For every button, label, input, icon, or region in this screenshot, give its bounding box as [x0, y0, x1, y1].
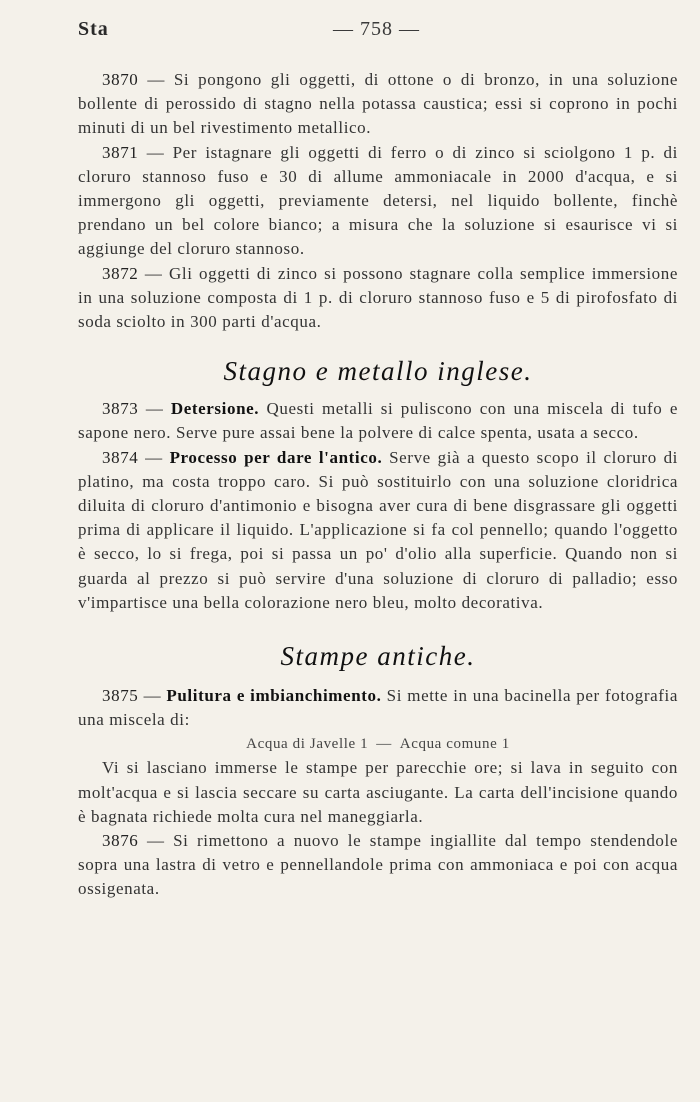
entry-text: Questi metalli si puliscono con una miscela di tufo e sapone nero. Serve pure assai bene la polvere di calce spenta, usata a secco.	[78, 399, 678, 443]
entry-3875-continued	[78, 756, 678, 829]
recipe-formula	[78, 732, 678, 756]
formula-left: Acqua di Javelle 1	[246, 736, 369, 753]
section-heading-stagno: Stagno e metallo inglese.	[223, 356, 533, 387]
entry-text: Per istagnare gli oggetti di ferro o di zinco si sciolgono 1 p. di cloruro stannoso fuso e 30 di allume ammoniacale in 2000 d'acqua, e si immergono gli oggetti, previamente detersi, nel liquido bollente, finchè prendano un bel colore bianco; a misura che la soluzione si esaurisce vi si aggiunge del cloruro stannoso.	[78, 142, 678, 259]
running-head: Sta	[78, 18, 109, 40]
entry-3873	[78, 397, 678, 445]
entry-dash: —	[138, 686, 167, 706]
formula-separator: —	[376, 736, 392, 753]
entry-text: Si rimettono a nuovo le stampe ingiallite dal tempo stendendole sopra una lastra di vetro e pennellandole prima con ammoniaca e poi con acqua ossigenata.	[78, 831, 678, 899]
entry-3876	[78, 829, 678, 902]
entry-text: Vi si lasciano immerse le stampe per parecchie ore; si lava in seguito con molt'acqua e si lascia seccare su carta asciugante. La carta dell'incisione quando è bagnata richiede molta cura nel maneggiarla.	[78, 758, 678, 826]
entry-dash: —	[138, 831, 174, 851]
entry-dash: —	[138, 142, 173, 162]
entry-dash: —	[138, 447, 170, 467]
section-heading-stampe: Stampe antiche.	[280, 641, 476, 672]
formula-right: Acqua comune 1	[399, 736, 510, 753]
entry-number: 3870	[102, 70, 139, 89]
entry-text: Serve già a questo scopo il cloruro di platino, ma costa troppo caro. Si può sostituirlo con una soluzione cloridrica diluita di cloruro d'antimonio e bisogna aver cura di bene disgrassare gli oggetti prima di applicare il liquido. L'applicazione si fa col pennello; quando l'oggetto è secco, lo si frega, poi si passa un po' d'olio alla superficie. Quando non si guarda al prezzo si può servire d'una soluzione di cloruro di palladio; esso v'impartisce una bella colorazione nero bleu, molto decorativa.	[78, 447, 678, 612]
entry-3872	[78, 262, 678, 335]
entry-number: 3876	[102, 831, 139, 851]
entry-dash: —	[138, 70, 174, 89]
entry-dash: —	[138, 399, 171, 419]
entry-3870	[78, 68, 678, 141]
entry-3874	[78, 446, 678, 615]
entry-dash: —	[138, 263, 169, 283]
entry-3875	[78, 684, 678, 732]
entry-3871	[78, 141, 678, 262]
entry-number: 3873	[102, 399, 139, 419]
entry-number: 3872	[102, 263, 139, 283]
entry-title: Processo per dare l'antico.	[169, 447, 383, 467]
page-header	[78, 18, 678, 48]
entry-title: Pulitura e imbianchimento.	[166, 686, 382, 706]
page-content	[78, 68, 678, 902]
entry-text: Si pongono gli oggetti, di ottone o di bronzo, in una soluzione bollente di perossido di stagno nella potassa caustica; essi si coprono in pochi minuti di un bel rivestimento metallico.	[78, 70, 678, 138]
entry-text: Gli oggetti di zinco si possono stagnare colla semplice immersione in una soluzione composta di 1 p. di cloruro stannoso fuso e 5 di pirofosfato di soda sciolto in 300 parti d'acqua.	[78, 263, 679, 332]
entry-title: Detersione.	[170, 399, 260, 419]
entry-number: 3874	[102, 447, 139, 467]
entry-text: Si mette in una bacinella per fotografia una miscela di:	[78, 686, 678, 730]
page-number: — 758 —	[333, 18, 420, 40]
entry-number: 3871	[102, 142, 139, 162]
entry-number: 3875	[102, 686, 139, 706]
